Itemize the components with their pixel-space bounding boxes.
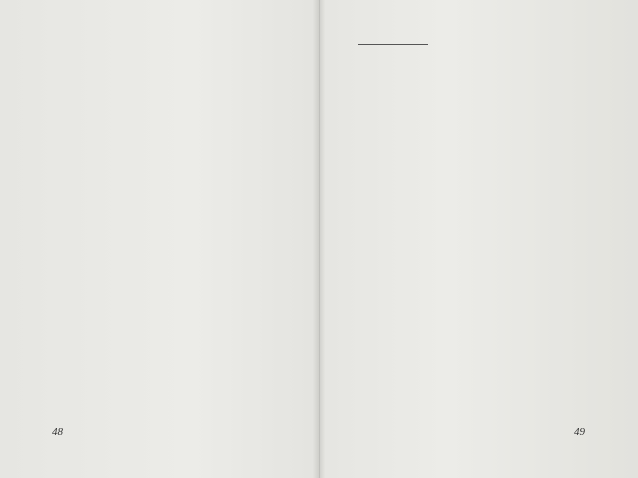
left-page: [52, 40, 320, 478]
footnote-rule: [358, 44, 428, 45]
right-page: [358, 40, 584, 478]
page-number-right: 49: [574, 426, 585, 438]
page-number-left: 48: [52, 426, 63, 438]
